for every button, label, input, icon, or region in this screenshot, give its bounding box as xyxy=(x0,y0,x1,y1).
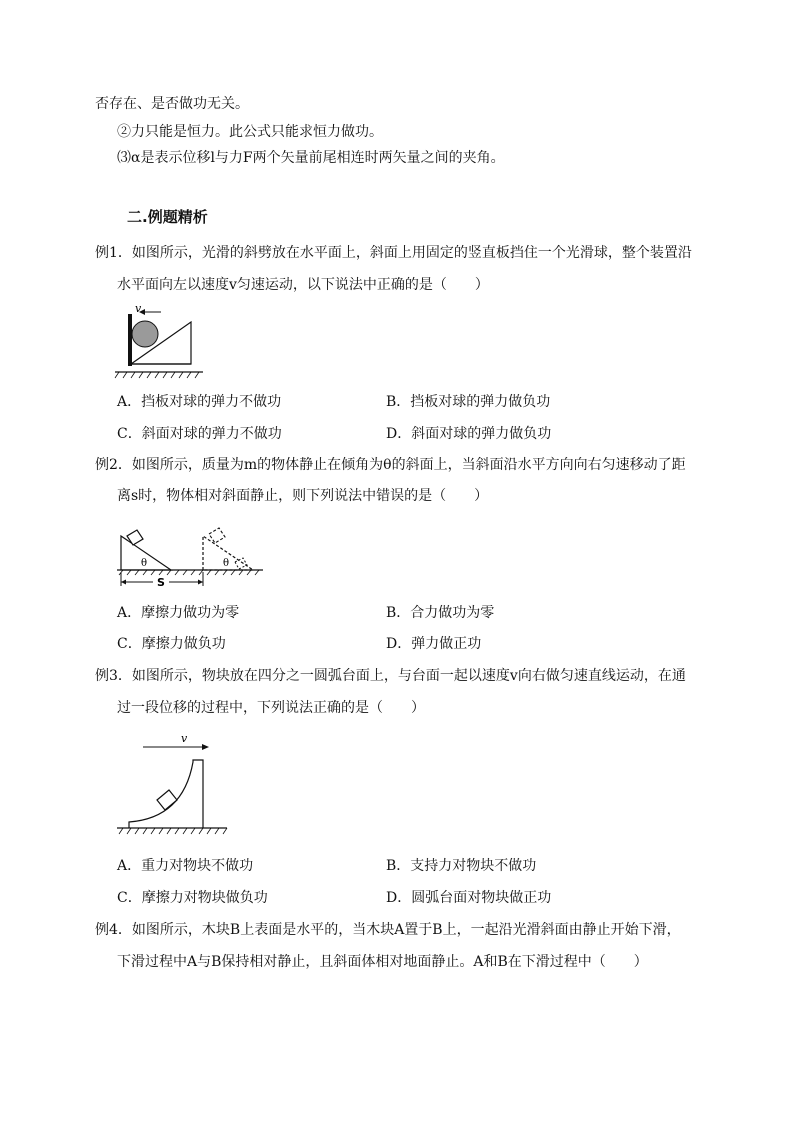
intro-line-1: 否存在、是否做功无关。 xyxy=(95,96,249,112)
example-2-option-c: C．摩擦力做负功 xyxy=(117,636,226,652)
example-1-line-2: 水平面向左以速度v匀速运动，以下说法中正确的是（ ） xyxy=(117,277,489,293)
example-1-option-a: A．挡板对球的弹力不做功 xyxy=(117,394,282,410)
intro-line-3: ⑶α是表示位移l与力F两个矢量前尾相连时两矢量之间的夹角。 xyxy=(117,150,505,166)
example-2-line-2: 离s时，物体相对斜面静止，则下列说法中错误的是（ ） xyxy=(117,488,489,504)
example-2-line-1: 例2．如图所示，质量为m的物体静止在倾角为θ的斜面上，当斜面沿水平方向向右匀速移动了距 xyxy=(95,457,686,473)
example-3-option-c: C．摩擦力对物块做负功 xyxy=(117,890,268,906)
example-1-velocity-label: v xyxy=(135,302,142,315)
example-1-figure xyxy=(113,300,213,380)
intro-line-2: ②力只能是恒力。此公式只能求恒力做功。 xyxy=(117,124,383,140)
example-3-option-a: A．重力对物块不做功 xyxy=(117,858,254,874)
section-title: 二.例题精析 xyxy=(127,208,208,226)
example-3-figure xyxy=(113,730,229,840)
example-1-option-c: C．斜面对球的弹力不做功 xyxy=(117,426,282,442)
example-2-option-a: A．摩擦力做功为零 xyxy=(117,605,240,621)
example-4-line-2: 下滑过程中A与B保持相对静止，且斜面体相对地面静止。A和B在下滑过程中（ ） xyxy=(117,954,648,970)
example-1-option-b: B．挡板对球的弹力做负功 xyxy=(386,394,551,410)
example-3-line-1: 例3．如图所示，物块放在四分之一圆弧台面上，与台面一起以速度v向右做匀速直线运动，在通 xyxy=(95,668,686,684)
example-2-s-label: S xyxy=(157,576,165,589)
example-2-figure xyxy=(113,518,265,590)
example-2-theta-1: θ xyxy=(141,558,148,569)
example-3-option-b: B．支持力对物块不做功 xyxy=(386,858,537,874)
example-3-option-d: D．圆弧台面对物块做正功 xyxy=(386,890,552,906)
example-2-option-d: D．弹力做正功 xyxy=(386,636,482,652)
example-2-option-b: B．合力做功为零 xyxy=(386,605,495,621)
example-2-theta-2: θ xyxy=(223,558,230,569)
example-3-line-2: 过一段位移的过程中，下列说法正确的是（ ） xyxy=(117,700,425,716)
example-3-velocity-label: v xyxy=(181,732,188,745)
example-4-line-1: 例4．如图所示，木块B上表面是水平的，当木块A置于B上，一起沿光滑斜面由静止开始下滑， xyxy=(95,922,681,938)
example-1-option-d: D．斜面对球的弹力做负功 xyxy=(386,426,552,442)
example-1-line-1: 例1．如图所示，光滑的斜劈放在水平面上，斜面上用固定的竖直板挡住一个光滑球，整个装置沿 xyxy=(95,245,692,261)
